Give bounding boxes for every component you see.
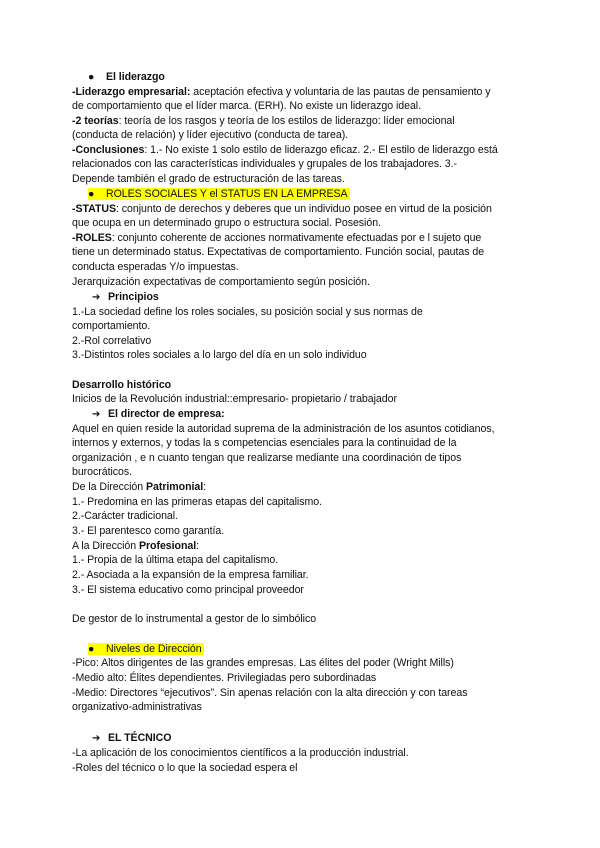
list-item: -Pico: Altos dirigentes de las grandes empresas. Las élites del poder (Wright Mills): [72, 657, 454, 669]
heading-liderazgo: ● El liderazgo: [88, 71, 165, 83]
para-gestor: De gestor de lo instrumental a gestor de lo simbólico: [72, 613, 317, 625]
para-line: conducta esperadas Y/o impuestas.: [72, 261, 239, 273]
list-item: 3.- El sistema educativo como principal proveedor: [72, 584, 304, 596]
list-item: -Roles del técnico o lo que la sociedad espera el: [72, 762, 298, 774]
heading-roles-status: [88, 187, 558, 201]
list-item: -Medio: Directores “ejecutivos”. Sin apenas relación con la alta dirección y con tareas: [72, 687, 468, 699]
bullet-icon: ●: [88, 188, 95, 200]
para-line: Depende también el grado de estructuración de las tareas.: [72, 173, 345, 185]
bullet-icon: ●: [88, 71, 95, 83]
para-liderazgo-empresarial: -Liderazgo empresarial: aceptación efectiva y voluntaria de las pautas de pensamiento y: [72, 86, 491, 98]
para-line: internos y externos, y todas la s competencias esenciales para la continuidad de la: [72, 437, 457, 449]
heading-principios: ➔ Principios: [92, 291, 159, 303]
heading-niveles: [88, 642, 558, 656]
highlight: ● Niveles de Dirección: [88, 643, 202, 655]
para-teorias: -2 teorías: teoría de los rasgos y teoría de los estilos de liderazgo: líder emocional: [72, 115, 455, 127]
para-conclusiones: -Conclusiones: 1.- No existe 1 solo estilo de liderazgo eficaz. 2.- El estilo de liderazgo está: [72, 144, 498, 156]
para-line: relacionados con las características individuales y grupales de los trabajadores. 3.-: [72, 158, 457, 170]
para-status: -STATUS: conjunto de derechos y deberes que un individuo posee en virtud de la posición: [72, 203, 492, 215]
list-item: 2.-Carácter tradicional.: [72, 510, 178, 522]
heading-director: ➔ El director de empresa:: [92, 408, 225, 420]
para-line: organización , e n cuanto tengan que realizarse mediante una coordinación de tipos: [72, 452, 462, 464]
list-item: organizativo-administrativas: [72, 701, 202, 713]
para-line: de comportamiento que el líder marca. (ERH). No existe un liderazgo ideal.: [72, 100, 422, 112]
heading-profesional: A la Dirección Profesional:: [72, 540, 200, 552]
arrow-icon: ➔: [92, 733, 101, 744]
para-jerarquizacion: Jerarquización expectativas de comportamiento según posición.: [72, 276, 370, 288]
list-item: 1.-La sociedad define los roles sociales, su posición social y sus normas de: [72, 306, 423, 318]
list-item: 2.-Rol correlativo: [72, 335, 152, 347]
para-line: que ocupa en un determinado grupo o estructura social. Posesión.: [72, 217, 381, 229]
list-item: -Medio alto: Élites dependientes. Privilegiadas pero subordinadas: [72, 672, 377, 684]
list-item: comportamiento.: [72, 320, 151, 332]
list-item: 1.- Propia de la última etapa del capitalismo.: [72, 554, 279, 566]
para-line: (conducta de relación) y líder ejecutivo (conducta de tarea).: [72, 129, 349, 141]
heading-tecnico: ➔ EL TÉCNICO: [92, 732, 172, 744]
arrow-icon: ➔: [92, 409, 101, 420]
list-item: 1.- Predomina en las primeras etapas del capitalismo.: [72, 496, 322, 508]
list-item: 3.- El parentesco como garantía.: [72, 525, 225, 537]
para-line: burocráticos.: [72, 466, 132, 478]
arrow-icon: ➔: [92, 292, 101, 303]
para-line: tiene un determinado status. Expectativas de comportamiento. Función social, pautas de: [72, 246, 485, 258]
list-item: 2.- Asociada a la expansión de la empresa familiar.: [72, 569, 309, 581]
para-line: Aquel en quien reside la autoridad suprema de la administración de los asuntos cotidianos,: [72, 423, 495, 435]
list-item: 3.-Distintos roles sociales a lo largo del día en un solo individuo: [72, 349, 367, 361]
highlight: ● ROLES SOCIALES Y el STATUS EN LA EMPRESA: [88, 188, 348, 200]
heading-patrimonial: De la Dirección Patrimonial:: [72, 481, 207, 493]
heading-desarrollo: Desarrollo histórico: [72, 379, 172, 391]
para-inicios: Inicios de la Revolución industrial::empresario- propietario / trabajador: [72, 393, 397, 405]
bullet-icon: ●: [88, 643, 95, 655]
list-item: -La aplicación de los conocimientos científicos a la producción industrial.: [72, 747, 409, 759]
para-roles: -ROLES: conjunto coherente de acciones normativamente efectuadas por e l sujeto que: [72, 232, 482, 244]
